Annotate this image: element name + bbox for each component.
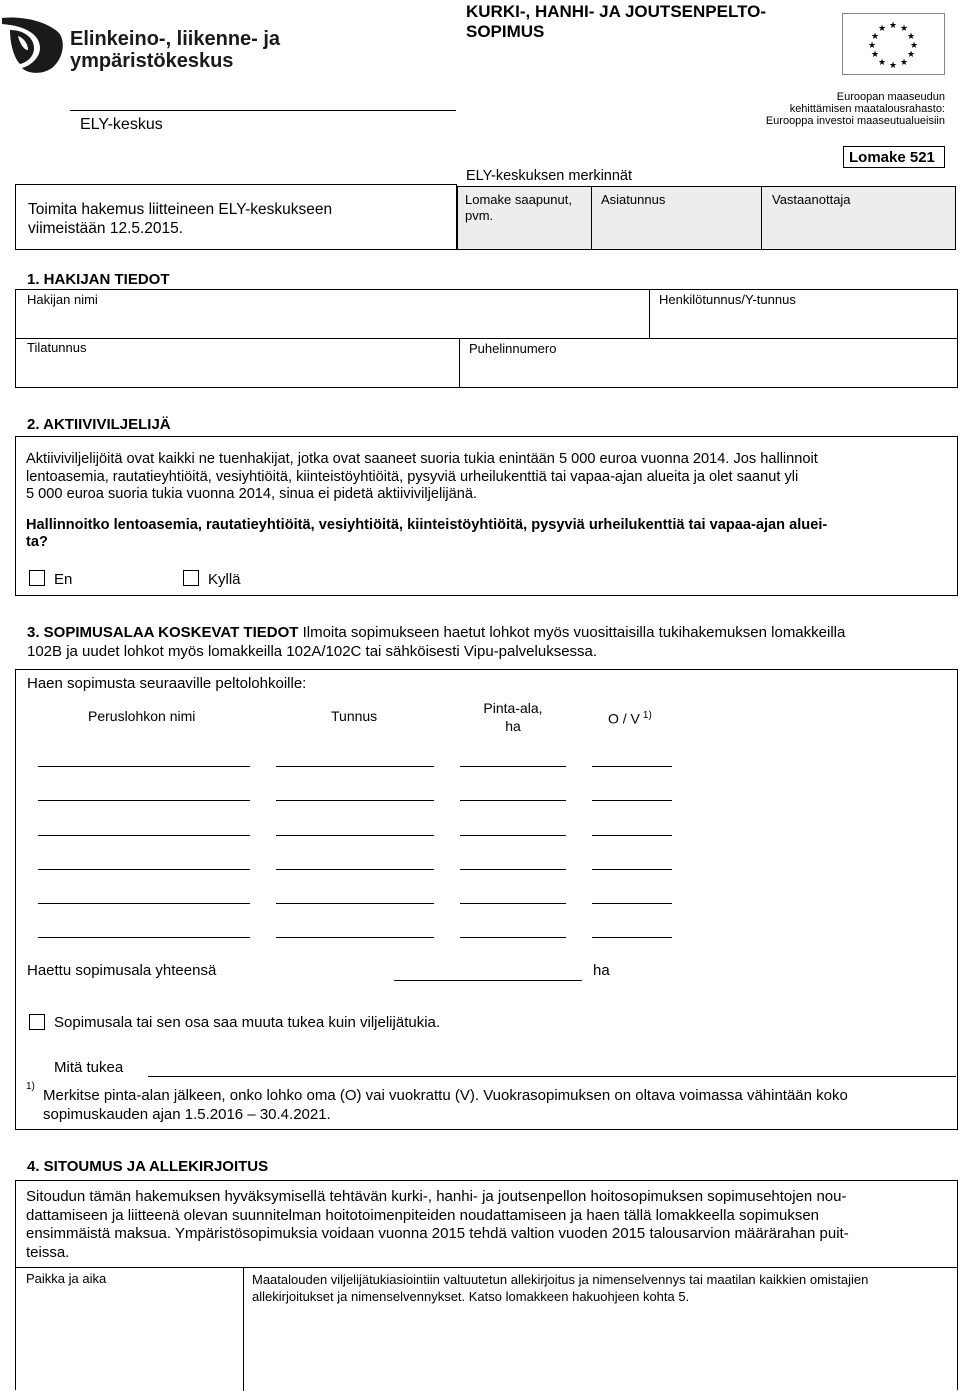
- applicant-info-box: [15, 289, 958, 388]
- svg-text:★: ★: [888, 21, 898, 31]
- parcel-ov-field[interactable]: [592, 835, 672, 836]
- form-title-line-2: SOPIMUS: [466, 22, 545, 41]
- id-number-field[interactable]: [650, 306, 956, 338]
- option-no-label: En: [54, 571, 73, 588]
- section-4-title: 4. SITOUMUS JA ALLEKIRJOITUS: [27, 1158, 269, 1175]
- col-ov-label: O / V: [608, 710, 640, 727]
- office-divider-1: [591, 187, 592, 249]
- total-area-label: Haettu sopimusala yhteensä: [27, 962, 217, 979]
- ely-logo-icon: [0, 14, 66, 76]
- total-area-field[interactable]: [394, 980, 582, 981]
- form-code-box: [843, 146, 945, 168]
- applicant-row-divider: [16, 338, 957, 339]
- parcel-area-field[interactable]: [460, 903, 566, 904]
- footnote-mark: 1): [26, 1081, 35, 1092]
- option-yes-checkbox[interactable]: [183, 570, 199, 586]
- parcel-ov-field[interactable]: [592, 937, 672, 938]
- office-receiver-label: Vastaanottaja: [772, 192, 851, 207]
- office-marks-box: [457, 186, 956, 250]
- other-support-label: Sopimusala tai sen osa saa muuta tukea kuin viljelijätukia.: [54, 1014, 441, 1031]
- active-farmer-text: [26, 451, 951, 552]
- svg-text:★: ★: [906, 32, 916, 42]
- parcel-ov-field[interactable]: [592, 766, 672, 767]
- eu-fund-line-2: kehittämisen maatalousrahasto:: [789, 103, 945, 115]
- which-support-field[interactable]: [148, 1076, 956, 1077]
- footnote-line-1: Merkitse pinta-alan jälkeen, onko lohko oma (O) vai vuokrattu (V). Vuokrasopimuksen on oltava voimassa vähintään koko: [43, 1087, 848, 1104]
- deadline-line-2: viimeistään 12.5.2015.: [28, 220, 184, 237]
- active-farmer-question-line-2: ta?: [26, 534, 48, 550]
- active-farmer-para-2-start: Jos hallinnoit: [733, 451, 818, 467]
- office-received-line-2: pvm.: [465, 208, 494, 223]
- eu-flag: [842, 13, 945, 75]
- office-case-label: Asiatunnus: [601, 192, 666, 207]
- commitment-line-2: dattamiseen ja liitteenä olevan suunnitelman hoitotoimenpiteiden noudattamiseen ja haen tällä lomakkeella sopimuksen: [26, 1206, 820, 1224]
- place-date-label: Paikka ja aika: [26, 1271, 107, 1286]
- eu-fund-text: [766, 91, 945, 127]
- place-date-field[interactable]: [16, 1287, 242, 1391]
- parcel-id-field[interactable]: [276, 937, 434, 938]
- col-ov-header: [608, 710, 652, 727]
- option-yes-label: Kyllä: [208, 571, 241, 588]
- svg-text:★: ★: [870, 50, 880, 60]
- parcel-ov-field[interactable]: [592, 903, 672, 904]
- parcel-area-field[interactable]: [460, 766, 566, 767]
- parcel-ov-field[interactable]: [592, 869, 672, 870]
- parcel-id-field[interactable]: [276, 903, 434, 904]
- parcel-name-field[interactable]: [38, 903, 250, 904]
- commitment-line-3: ensimmäistä maksua. Ympäristösopimuksia voidaan vuonna 2015 tehdä valtion vuoden 2015 talousarvion määrärahan puit-: [26, 1225, 849, 1242]
- applicant-name-field[interactable]: [16, 306, 648, 338]
- active-farmer-question-line-1: Hallinnoitko lentoasemia, rautatieyhtiöitä, vesiyhtiöitä, kiinteistöyhtiöitä, pysyviä urheilukenttiä tai vapaa-ajan aluei-: [26, 516, 828, 533]
- parcel-name-field[interactable]: [38, 937, 250, 938]
- svg-text:★: ★: [899, 24, 909, 34]
- section-3-intro-line-2: 102B ja uudet lohkot myös lomakkeilla 102A/102C tai sähköisesti Vipu-palveluksessa.: [27, 643, 598, 660]
- svg-text:★: ★: [909, 41, 919, 51]
- signature-row-divider: [16, 1267, 957, 1268]
- ely-keskus-label: ELY-keskus: [80, 116, 163, 133]
- parcel-name-field[interactable]: [38, 835, 250, 836]
- logo-line-2: ympäristökeskus: [70, 50, 234, 72]
- commitment-line-1: Sitoudun tämän hakemuksen hyväksymisellä tehtävän kurki-, hanhi- ja joutsenpellon hoitosopimuksen sopimusehtojen nou-: [26, 1188, 847, 1205]
- parcel-id-field[interactable]: [276, 835, 434, 836]
- col-area-line-2: ha: [505, 718, 521, 734]
- svg-text:★: ★: [877, 24, 887, 34]
- col-id-header: Tunnus: [331, 708, 378, 724]
- eu-fund-line-1: Euroopan maaseudun: [836, 91, 945, 103]
- col-parcel-header: Peruslohkon nimi: [88, 708, 196, 724]
- signature-line-1: Maatalouden viljelijätukiasiointiin valtuutetun allekirjoitus ja nimenselvennys tai maatilan kaikkien omistajien: [252, 1272, 869, 1287]
- parcel-id-field[interactable]: [276, 766, 434, 767]
- parcel-ov-field[interactable]: [592, 800, 672, 801]
- footnote-text: [43, 1086, 848, 1124]
- commitment-text: [26, 1188, 949, 1262]
- section-3-intro-line-1: Ilmoita sopimukseen haetut lohkot myös vuosittaisilla tukihakemuksen lomakkeilla: [302, 624, 846, 641]
- id-number-label: Henkilötunnus/Y-tunnus: [659, 292, 796, 307]
- parcel-name-field[interactable]: [38, 800, 250, 801]
- deadline-box: [15, 184, 457, 250]
- eu-stars-icon: [843, 14, 944, 74]
- col-ov-footnote-ref: 1): [642, 710, 652, 721]
- active-farmer-para-line-3: 5 000 euroa suoria tukia vuonna 2014, sinua ei pidetä aktiiviviljelijänä.: [26, 486, 478, 502]
- parcel-area-field[interactable]: [460, 835, 566, 836]
- farm-id-label: Tilatunnus: [27, 340, 87, 355]
- office-marks-title: ELY-keskuksen merkinnät: [466, 168, 633, 184]
- active-farmer-para-line-2: lentoasemia, rautatieyhtiöitä, vesiyhtiöitä, kiinteistöyhtiöitä, pysyviä urheilukenttiä tai vapaa-ajan alueita ja olet saanut yli: [26, 468, 799, 485]
- active-farmer-box: [15, 436, 958, 596]
- applicant-name-label: Hakijan nimi: [27, 292, 98, 307]
- deadline-line-1: Toimita hakemus liitteineen ELY-keskukseen: [28, 201, 333, 218]
- form-code: Lomake 521: [849, 149, 935, 166]
- svg-text:★: ★: [899, 58, 909, 68]
- which-support-label: Mitä tukea: [54, 1059, 124, 1076]
- commitment-box: [15, 1180, 958, 1390]
- parcel-box: [15, 669, 958, 1130]
- phone-field[interactable]: [460, 354, 956, 387]
- col-area-line-1: Pinta-ala,: [483, 700, 543, 716]
- section-1-title: 1. HAKIJAN TIEDOT: [27, 271, 170, 288]
- section-3-title: 3. SOPIMUSALAA KOSKEVAT TIEDOT: [27, 624, 299, 641]
- parcel-area-field[interactable]: [460, 869, 566, 870]
- parcel-id-field[interactable]: [276, 869, 434, 870]
- signature-label: [252, 1271, 868, 1305]
- ely-keskus-line: [70, 110, 456, 111]
- svg-text:★: ★: [877, 58, 887, 68]
- active-farmer-para-line-1: [26, 451, 951, 469]
- phone-label: Puhelinnumero: [469, 341, 557, 356]
- form-title-line-1: KURKI-, HANHI- JA JOUTSENPELTO-: [466, 2, 767, 21]
- eu-fund-line-3: Eurooppa investoi maaseutualueisiin: [765, 115, 945, 127]
- office-received-label: [465, 192, 572, 224]
- logo-line-1: Elinkeino-, liikenne- ja: [70, 28, 281, 50]
- farm-id-field[interactable]: [16, 354, 458, 387]
- svg-text:★: ★: [888, 61, 898, 71]
- other-support-checkbox[interactable]: [29, 1014, 45, 1030]
- parcel-name-field[interactable]: [38, 766, 250, 767]
- section-3-header: [27, 623, 947, 661]
- parcel-area-field[interactable]: [460, 800, 566, 801]
- signature-line-2: allekirjoitukset ja nimenselvennykset. Katso lomakkeen hakuohjeen kohta 5.: [252, 1289, 690, 1304]
- parcel-area-field[interactable]: [460, 937, 566, 938]
- parcel-id-field[interactable]: [276, 800, 434, 801]
- parcel-name-field[interactable]: [38, 869, 250, 870]
- signature-field[interactable]: [244, 1307, 956, 1391]
- col-area-header: [468, 699, 558, 735]
- footnote-line-2: sopimuskauden ajan 1.5.2016 – 30.4.2021.: [43, 1106, 331, 1123]
- office-divider-2: [761, 187, 762, 249]
- section-2-title: 2. AKTIIVIVILJELIJÄ: [27, 416, 171, 433]
- svg-text:★: ★: [906, 50, 916, 60]
- option-no-checkbox[interactable]: [29, 570, 45, 586]
- svg-text:★: ★: [867, 41, 877, 51]
- total-area-unit: ha: [593, 962, 610, 979]
- office-received-line-1: Lomake saapunut,: [465, 192, 572, 207]
- commitment-line-4: teissa.: [26, 1243, 70, 1261]
- section-3-line-1: [27, 623, 947, 642]
- svg-text:★: ★: [870, 32, 880, 42]
- active-farmer-para-1: Aktiiviviljelijöitä ovat kaikki ne tuenhakijat, jotka ovat saaneet suoria tukia enintään 5 000 euroa vuonna 2014.: [26, 451, 730, 467]
- apply-for-label: Haen sopimusta seuraaville peltolohkoille:: [27, 675, 307, 692]
